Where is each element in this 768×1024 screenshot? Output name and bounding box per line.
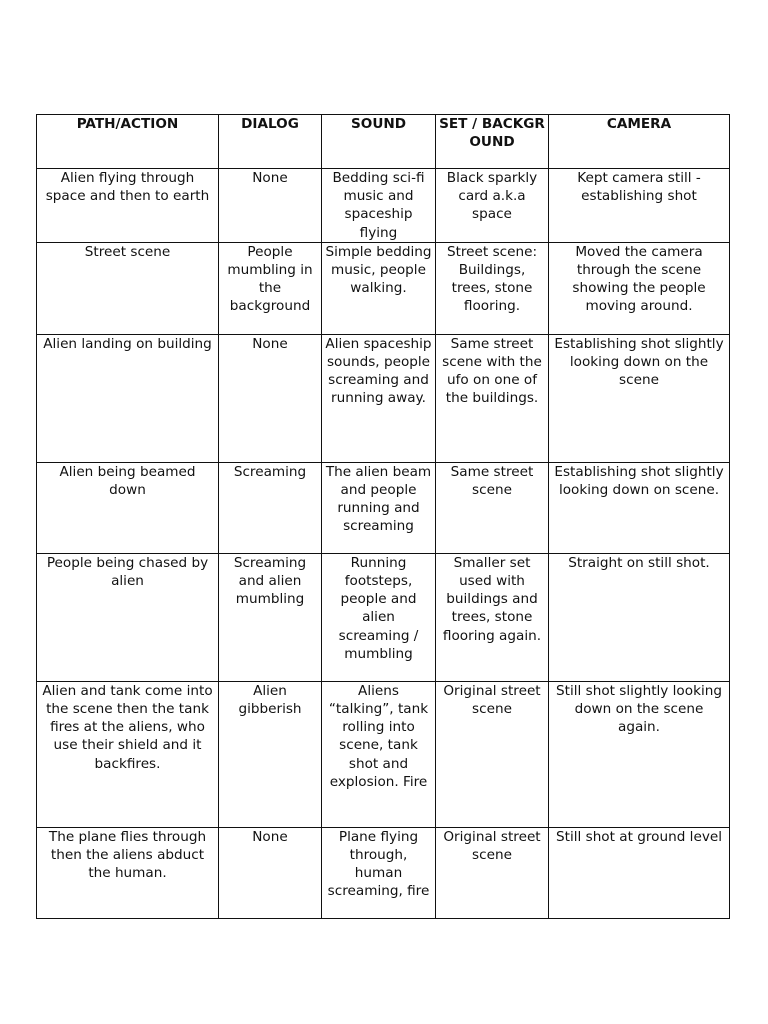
cell-sound: Alien spaceship sounds, people screaming and running away. — [322, 334, 436, 462]
cell-path-action: Alien being beamed down — [37, 462, 219, 553]
cell-dialog: None — [219, 169, 322, 243]
table-row — [37, 169, 730, 243]
table-row — [37, 553, 730, 681]
table-row — [37, 681, 730, 827]
cell-camera: Establishing shot slightly looking down on the scene — [549, 334, 730, 462]
cell-dialog: Screaming and alien mumbling — [219, 553, 322, 681]
header-row — [37, 115, 730, 169]
cell-path-action: The plane flies through then the aliens abduct the human. — [37, 827, 219, 918]
cell-path-action: People being chased by alien — [37, 553, 219, 681]
cell-set-background: Smaller set used with buildings and trees, stone flooring again. — [436, 553, 549, 681]
cell-sound: The alien beam and people running and screaming — [322, 462, 436, 553]
cell-dialog: Alien gibberish — [219, 681, 322, 827]
header-camera: CAMERA — [549, 115, 730, 169]
storyboard-table — [36, 114, 730, 919]
cell-set-background: Same street scene with the ufo on one of the buildings. — [436, 334, 549, 462]
cell-path-action: Alien flying through space and then to earth — [37, 169, 219, 243]
cell-set-background: Black sparkly card a.k.a space — [436, 169, 549, 243]
cell-camera: Kept camera still - establishing shot — [549, 169, 730, 243]
table-row — [37, 334, 730, 462]
cell-sound: Running footsteps, people and alien screaming / mumbling — [322, 553, 436, 681]
cell-camera: Straight on still shot. — [549, 553, 730, 681]
cell-path-action: Street scene — [37, 242, 219, 334]
table-row — [37, 462, 730, 553]
header-set-background: SET / BACKGROUND — [436, 115, 549, 169]
cell-sound: Aliens “talking”, tank rolling into scene, tank shot and explosion. Fire — [322, 681, 436, 827]
table-row — [37, 827, 730, 918]
cell-set-background: Original street scene — [436, 681, 549, 827]
cell-sound: Bedding sci-fi music and spaceship flying — [322, 169, 436, 243]
cell-dialog: Screaming — [219, 462, 322, 553]
cell-camera: Establishing shot slightly looking down on scene. — [549, 462, 730, 553]
cell-sound: Simple bedding music, people walking. — [322, 242, 436, 334]
cell-dialog: People mumbling in the background — [219, 242, 322, 334]
cell-set-background: Same street scene — [436, 462, 549, 553]
cell-camera: Moved the camera through the scene showing the people moving around. — [549, 242, 730, 334]
header-path-action: PATH/ACTION — [37, 115, 219, 169]
cell-set-background: Original street scene — [436, 827, 549, 918]
cell-sound: Plane flying through, human screaming, fire — [322, 827, 436, 918]
header-sound: SOUND — [322, 115, 436, 169]
cell-dialog: None — [219, 334, 322, 462]
table-row — [37, 242, 730, 334]
cell-dialog: None — [219, 827, 322, 918]
cell-path-action: Alien and tank come into the scene then the tank fires at the aliens, who use their shield and it backfires. — [37, 681, 219, 827]
cell-set-background: Street scene: Buildings, trees, stone flooring. — [436, 242, 549, 334]
cell-camera: Still shot slightly looking down on the scene again. — [549, 681, 730, 827]
header-dialog: DIALOG — [219, 115, 322, 169]
cell-path-action: Alien landing on building — [37, 334, 219, 462]
cell-camera: Still shot at ground level — [549, 827, 730, 918]
